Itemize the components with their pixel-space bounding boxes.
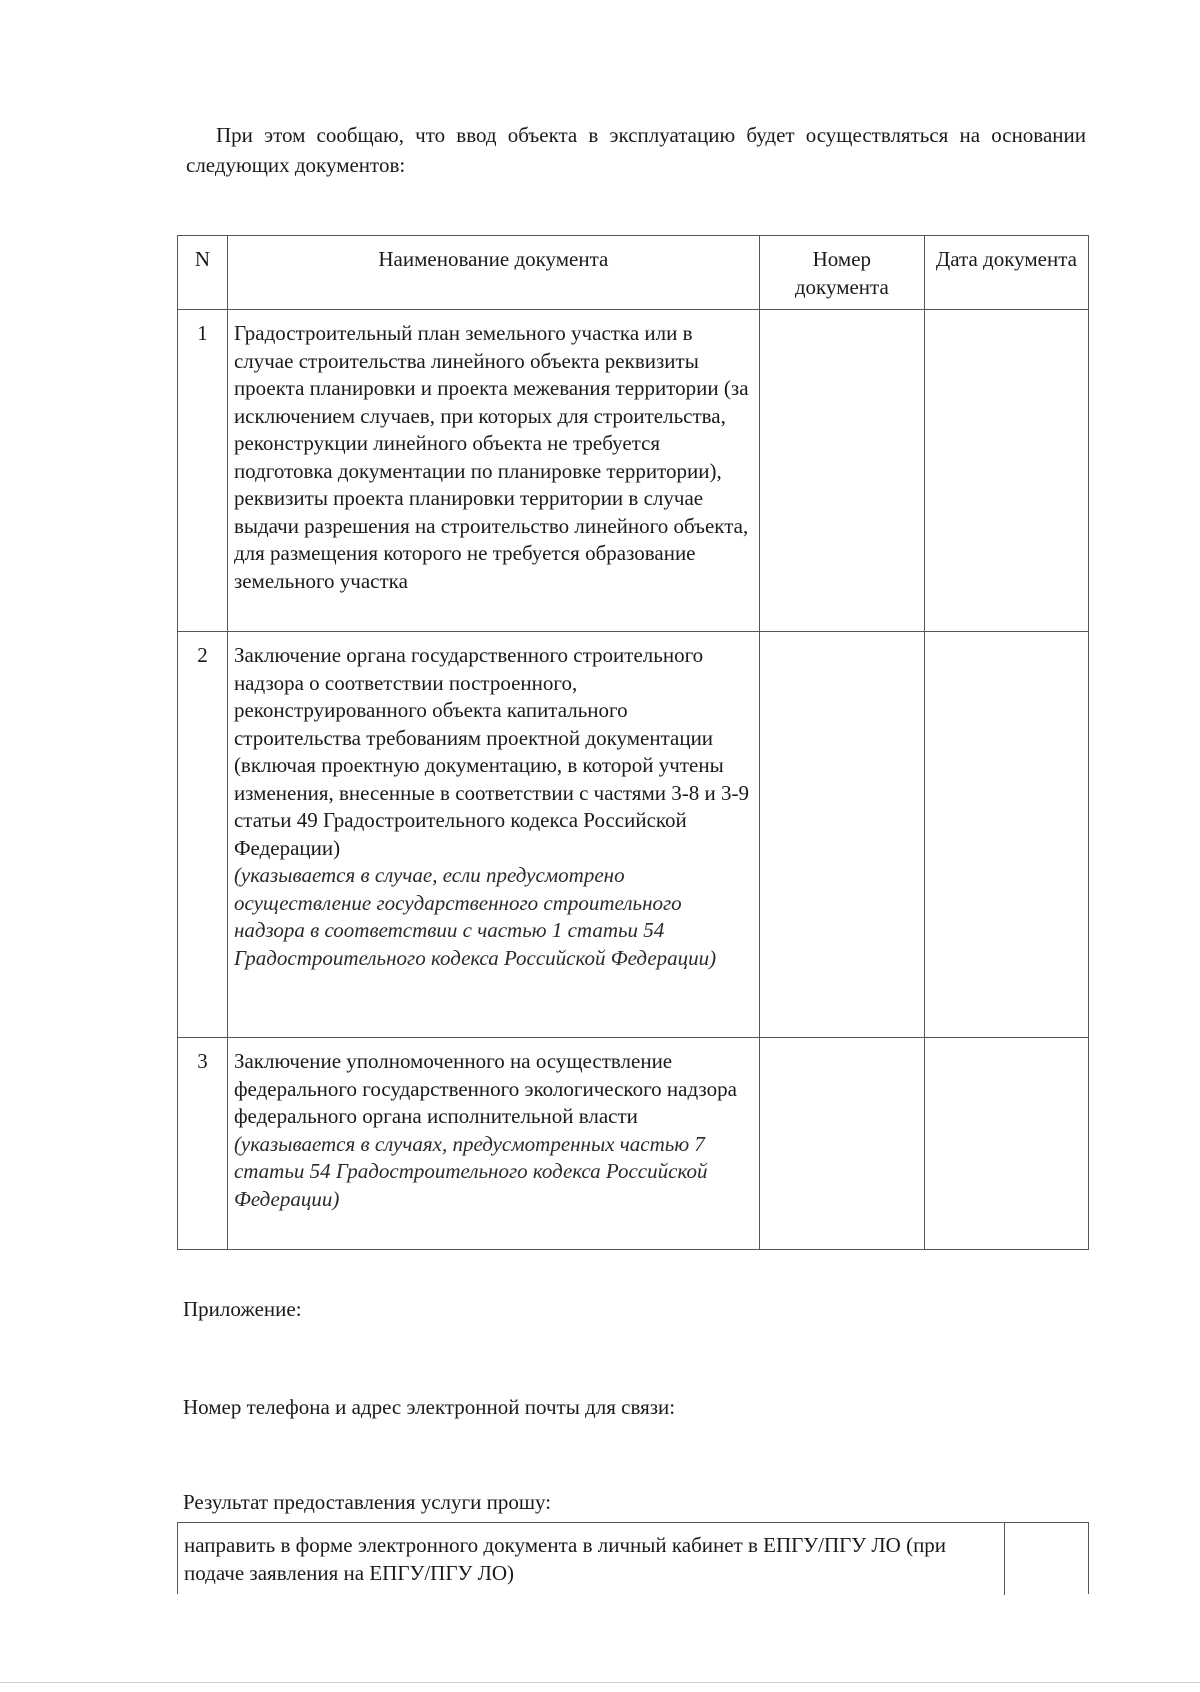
row-number: 1 (178, 310, 228, 632)
document-date-cell[interactable] (924, 1038, 1088, 1250)
document-date-cell[interactable] (924, 632, 1088, 1038)
row-number: 3 (178, 1038, 228, 1250)
header-number: Номер документа (759, 236, 924, 310)
table-row (178, 632, 1089, 1038)
document-name-cell (227, 1038, 759, 1250)
header-name: Наименование документа (227, 236, 759, 310)
attachment-label: Приложение: (183, 1297, 302, 1321)
header-date: Дата документа (924, 236, 1088, 310)
document-note: (указывается в случаях, предусмотренных частью 7 статьи 54 Градостроительного кодекса Российской Федерации) (233, 1131, 708, 1211)
document-name: Заключение уполномоченного на осуществление федерального государственного экологического надзора федерального органа исполнительной власти (233, 1049, 737, 1128)
table-row (178, 310, 1089, 632)
table-row (178, 1038, 1089, 1250)
documents-table (177, 235, 1089, 1250)
contact-label: Номер телефона и адрес электронной почты для связи: (183, 1395, 676, 1419)
document-number-cell[interactable] (759, 1038, 924, 1250)
intro-text: При этом сообщаю, что ввод объекта в эксплуатацию будет осуществляться на основании следующих документов: (186, 123, 1086, 177)
document-date-cell[interactable] (924, 310, 1088, 632)
document-number-cell[interactable] (759, 632, 924, 1038)
document-note: (указывается в случае, если предусмотрено осуществление государственного строительного надзора в соответствии с частью 1 статьи 54 Градостроительного кодекса Российской Федерации) (233, 863, 717, 970)
row-number: 2 (178, 632, 228, 1038)
scan-edge-line (0, 1682, 1200, 1683)
document-number-cell[interactable] (759, 310, 924, 632)
result-option-box (177, 1522, 1089, 1594)
result-option-text: направить в форме электронного документа в личный кабинет в ЕПГУ/ПГУ ЛО (при подаче заявления на ЕПГУ/ПГУ ЛО) (184, 1533, 947, 1585)
intro-paragraph (186, 120, 1086, 180)
result-label: Результат предоставления услуги прошу: (183, 1490, 552, 1514)
table-header-row (178, 236, 1089, 310)
result-option-checkbox-cell[interactable] (1004, 1523, 1005, 1595)
document-name-cell (227, 632, 759, 1038)
document-name-cell (227, 310, 759, 632)
header-n: N (178, 236, 228, 310)
document-name: Заключение органа государственного строительного надзора о соответствии построенного, реконструированного объекта капитального строительства требованиям проектной документации (включая проектную документацию, в которой учтены изменения, внесенные в соответствии с частями 3-8 и 3-9 статьи 49 Градостроительного кодекса Российской Федерации) (233, 643, 749, 860)
document-name: Градостроительный план земельного участка или в случае строительства линейного объекта реквизиты проекта планировки и проекта межевания территории (за исключением случаев, при которых для строительства, реконструкции линейного объекта не требуется подготовка документации по планировке территории), реквизиты проекта планировки территории в случае выдачи разрешения на строительство линейного объекта, для размещения которого не требуется образование земельного участка (233, 321, 749, 593)
